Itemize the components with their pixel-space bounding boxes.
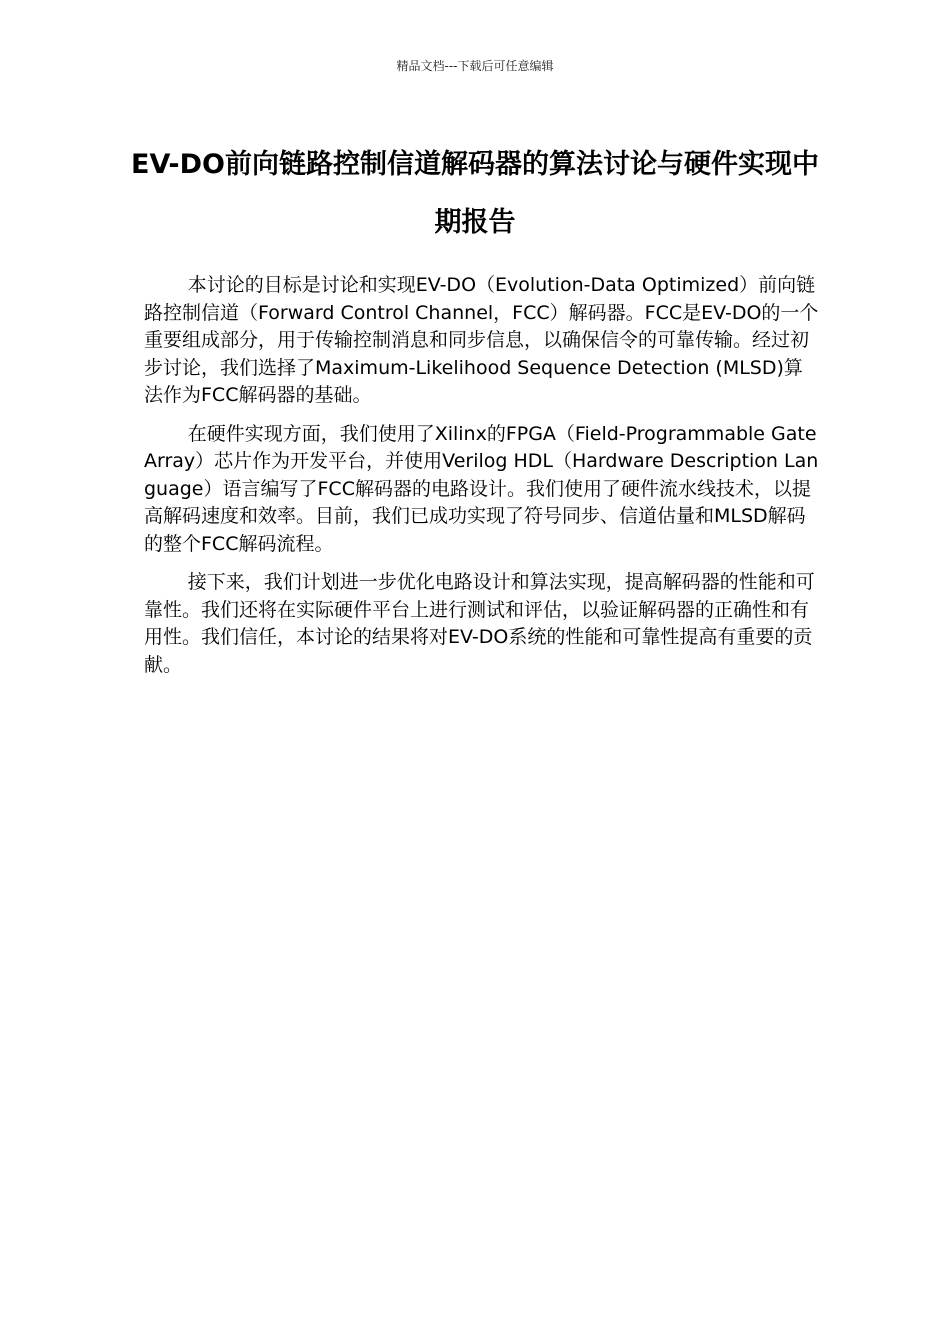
document-body [144, 272, 820, 690]
paragraph-1: 本讨论的目标是讨论和实现EV-DO（Evolution-Data Optimized）前向链路控制信道（Forward Control Channel，FCC）解码器。FCC是EV-DO的一个重要组成部分，用于传输控制消息和同步信息，以确保信令的可靠传输。经过初步讨论，我们选择了Maximum-Likelihood Sequence Detection (MLSD)算法作为FCC解码器的基础。 [144, 274, 819, 406]
header-note: 精品文档---下载后可任意编辑 [396, 59, 554, 73]
paragraph-2: 在硬件实现方面，我们使用了Xilinx的FPGA（Field-Programmable Gate Array）芯片作为开发平台，并使用Verilog HDL（Hardware Description Language）语言编写了FCC解码器的电路设计。我们使用了硬件流水线技术，以提高解码速度和效率。目前，我们已成功实现了符号同步、信道估量和MLSD解码的整个FCC解码流程。 [144, 422, 819, 555]
paragraph-3: 接下来，我们计划进一步优化电路设计和算法实现，提高解码器的性能和可靠性。我们还将在实际硬件平台上进行测试和评估，以验证解码器的正确性和有用性。我们信任，本讨论的结果将对EV-DO系统的性能和可靠性提高有重要的贡献。 [144, 571, 815, 676]
document-title: EV-DO前向链路控制信道解码器的算法讨论与硬件实现中期报告 [131, 149, 819, 238]
